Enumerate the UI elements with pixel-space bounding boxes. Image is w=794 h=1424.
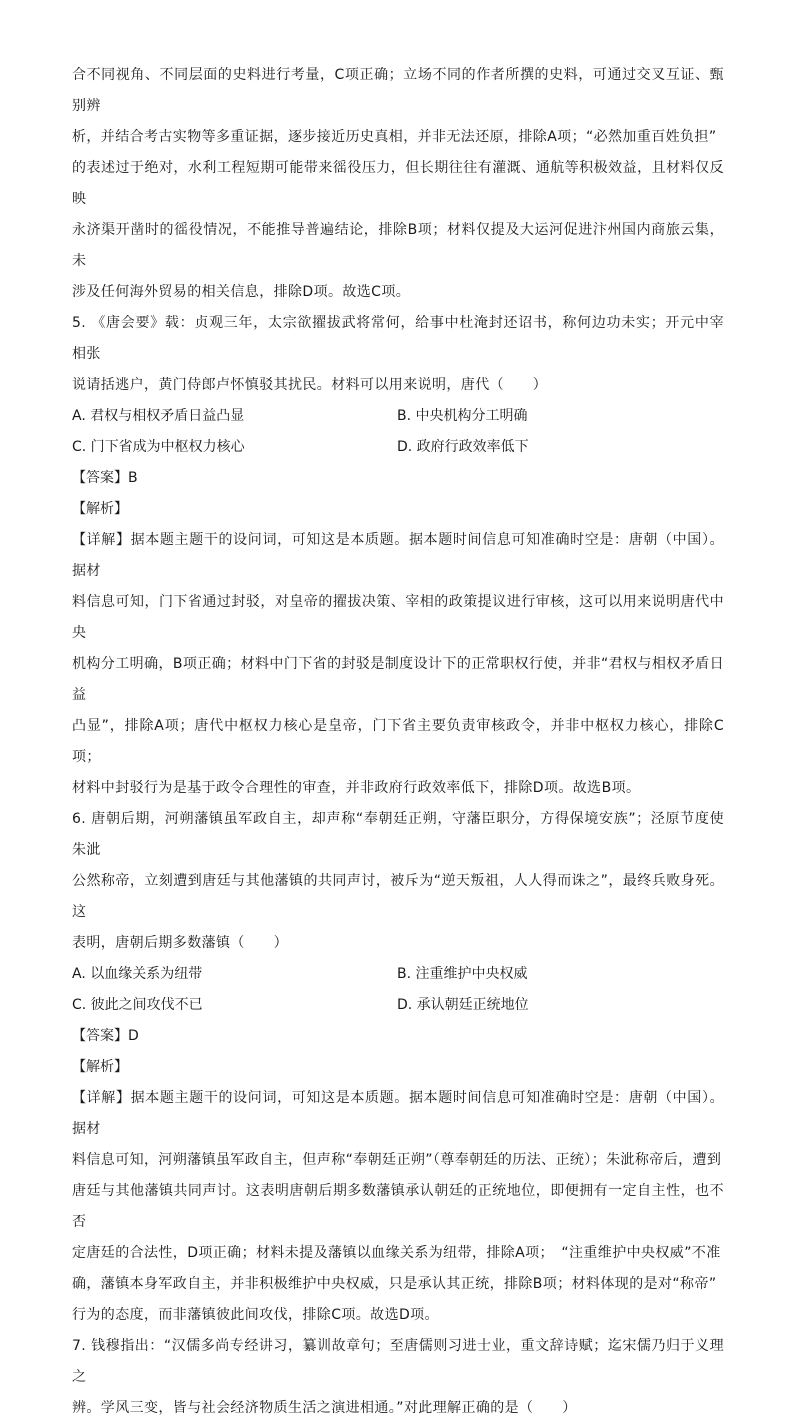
- option-a: A. 君权与相权矛盾日益凸显: [72, 408, 245, 424]
- options-row: [72, 990, 724, 1021]
- option-d: D. 承认朝廷正统地位: [397, 997, 529, 1013]
- analysis-line: 料信息可知，门下省通过封驳，对皇帝的擢拔决策、宰相的政策提议进行审核，这可以用来说明唐代中央: [72, 594, 724, 641]
- analysis-line: 凸显”，排除A项；唐代中枢权力核心是皇帝，门下省主要负责审核政令，并非中枢权力核心，排除C项；: [72, 718, 724, 765]
- question-stem: 7. 钱穆指出：“汉儒多尚专经讲习，纂训故章句；至唐儒则习进士业，重文辞诗赋；迄宋儒乃归于义理之: [72, 1338, 724, 1385]
- question-stem: 表明，唐朝后期多数藩镇（ ）: [72, 935, 288, 951]
- analysis-line: 唐廷与其他藩镇共同声讨。这表明唐朝后期多数藩镇承认朝廷的正统地位，即便拥有一定自主性，也不否: [72, 1183, 724, 1230]
- question-6: [72, 804, 724, 1331]
- question-stem: 说请括逃户，黄门侍郎卢怀慎驳其扰民。材料可以用来说明，唐代（ ）: [72, 377, 548, 393]
- analysis-line: 机构分工明确，B项正确；材料中门下省的封驳是制度设计下的正常职权行使，并非“君权与相权矛盾日益: [72, 656, 724, 703]
- option-b: B. 注重维护中央权威: [397, 966, 528, 982]
- option-c: C. 彼此之间攻伐不已: [72, 997, 203, 1013]
- question-7: [72, 1331, 724, 1424]
- question-stem: 辨。学风三变，皆与社会经济物质生活之演进相通。”对此理解正确的是（ ）: [72, 1400, 577, 1416]
- answer-label: 【答案】B: [72, 470, 138, 486]
- question-stem: 5. 《唐会要》载：贞观三年，太宗欲擢拔武将常何，给事中杜淹封还诏书，称何边功未实；开元中宰相张: [72, 315, 724, 362]
- analysis-label: 【解析】: [72, 501, 128, 517]
- analysis-line: 行为的态度，而非藩镇彼此间攻伐，排除C项。故选D项。: [72, 1307, 439, 1323]
- analysis-label: 【解析】: [72, 1059, 128, 1075]
- option-c: C. 门下省成为中枢权力核心: [72, 439, 245, 455]
- options-row: [72, 432, 724, 463]
- question-5: [72, 308, 724, 804]
- analysis-line: 料信息可知，河朔藩镇虽军政自主，但声称“奉朝廷正朔”（尊奉朝廷的历法、正统）；朱泚称帝后，遭到: [72, 1152, 722, 1168]
- previous-analysis-tail: [72, 60, 724, 308]
- analysis-line: 【详解】据本题主题干的设问词，可知这是本质题。据本题时间信息可知准确时空是：唐朝（中国）。据材: [72, 1090, 724, 1137]
- document-page: [72, 60, 724, 1424]
- text-line: 涉及任何海外贸易的相关信息，排除D项。故选C项。: [72, 284, 411, 300]
- analysis-line: 定唐廷的合法性，D项正确；材料未提及藩镇以血缘关系为纽带，排除A项； “注重维护中央权威”不准: [72, 1245, 721, 1261]
- analysis-line: 确，藩镇本身军政自主，并非积极维护中央权威，只是承认其正统，排除B项；材料体现的是对“称帝”: [72, 1276, 717, 1292]
- question-stem: 公然称帝，立刻遭到唐廷与其他藩镇的共同声讨，被斥为“逆天叛祖，人人得而诛之”，最终兵败身死。这: [72, 873, 724, 920]
- option-a: A. 以血缘关系为纽带: [72, 966, 203, 982]
- option-b: B. 中央机构分工明确: [397, 408, 528, 424]
- analysis-line: 【详解】据本题主题干的设问词，可知这是本质题。据本题时间信息可知准确时空是：唐朝（中国）。据材: [72, 532, 724, 579]
- options-row: [72, 401, 724, 432]
- text-line: 永济渠开凿时的徭役情况，不能推导普遍结论，排除B项；材料仅提及大运河促进汴州国内商旅云集，未: [72, 222, 724, 269]
- answer-label: 【答案】D: [72, 1028, 139, 1044]
- text-line: 合不同视角、不同层面的史料进行考量，C项正确；立场不同的作者所撰的史料，可通过交叉互证、甄别辨: [72, 67, 724, 114]
- options-row: [72, 959, 724, 990]
- text-line: 析，并结合考古实物等多重证据，逐步接近历史真相，并非无法还原，排除A项；“必然加重百姓负担”: [72, 129, 717, 145]
- question-stem: 6. 唐朝后期，河朔藩镇虽军政自主，却声称“奉朝廷正朔，守藩臣职分，方得保境安族”；泾原节度使朱泚: [72, 811, 724, 858]
- analysis-line: 材料中封驳行为是基于政令合理性的审查，并非政府行政效率低下，排除D项。故选B项。: [72, 780, 641, 796]
- text-line: 的表述过于绝对，水利工程短期可能带来徭役压力，但长期往往有灌溉、通航等积极效益，且材料仅反映: [72, 160, 724, 207]
- option-d: D. 政府行政效率低下: [397, 439, 529, 455]
